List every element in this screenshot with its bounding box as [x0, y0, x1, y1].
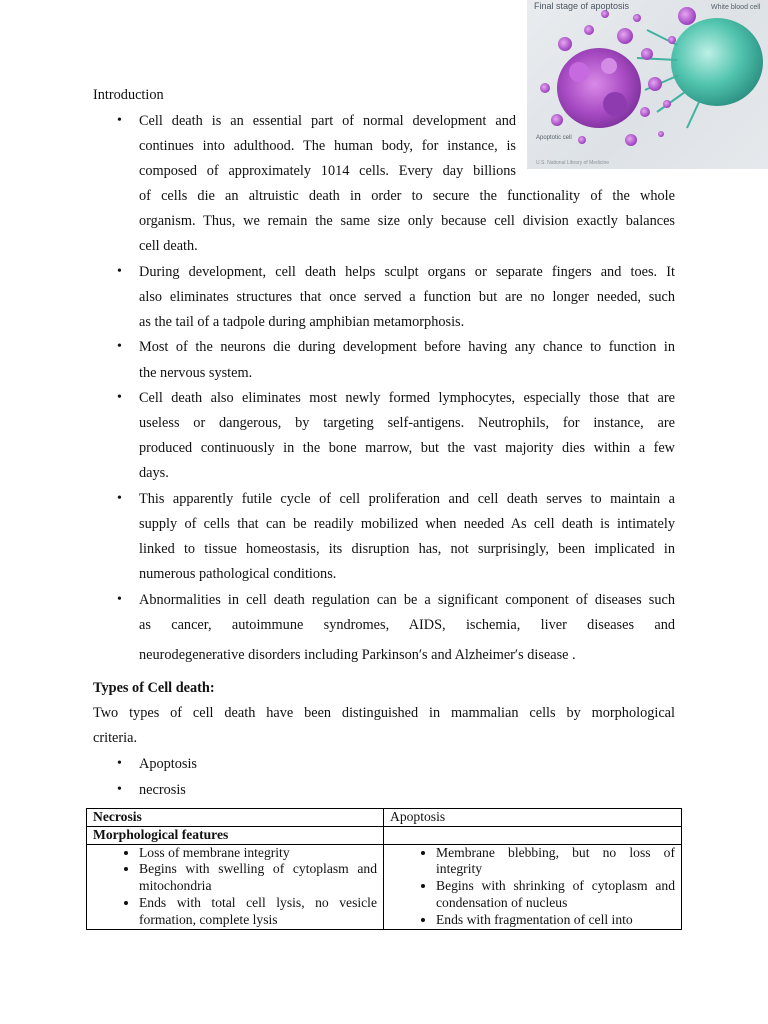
bullet-dot: •: [117, 390, 122, 405]
types-item-necrosis: necrosis: [139, 782, 186, 798]
figure-title: Final stage of apoptosis: [534, 1, 630, 11]
intro-bullet-line: numerous pathological conditions.: [139, 566, 337, 582]
apoptosis-feature: • Membrane blebbing, but no loss of integrity: [436, 845, 675, 879]
necrosis-feature: • Loss of membrane integrity: [139, 845, 377, 862]
apoptosis-illustration: [527, 0, 768, 169]
table-section-row: [87, 826, 682, 844]
necrosis-feature: • Ends with total cell lysis, no vesicle formation, complete lysis: [139, 895, 377, 929]
intro-bullet-line: Cell death also eliminates most newly formed lymphocytes, especially those that are: [139, 390, 675, 406]
apoptosis-feature: • Ends with fragmentation of cell into: [436, 912, 675, 929]
table-section-label: Morphological features: [87, 826, 384, 844]
intro-bullet-line: Abnormalities in cell death regulation can be a significant component of diseases such: [139, 592, 675, 608]
figure-apoptotic-label: Apoptotic cell: [536, 135, 572, 141]
table-header-necrosis: Necrosis: [87, 809, 384, 827]
apoptosis-figure: [527, 0, 768, 169]
intro-bullet-line: useless or dangerous, by targeting self-antigens. Neutrophils, for instance, are: [139, 415, 675, 431]
intro-bullet-line: During development, cell death helps sculpt organs or separate fingers and toes. It: [139, 264, 675, 280]
bullet-dot: •: [117, 491, 122, 506]
table-empty-cell: [384, 826, 682, 844]
bullet-dot: •: [117, 113, 122, 128]
intro-bullet-line: also eliminates structures that once served a function but are no longer needed, such: [139, 289, 675, 305]
intro-bullet-line: organism. Thus, we remain the same size only because cell division exactly balances: [139, 213, 675, 229]
types-intro-line: criteria.: [93, 730, 138, 746]
intro-bullet-line: produced continuously in the bone marrow, but the vast majority dies within a few: [139, 440, 675, 456]
table-header-row: [87, 809, 682, 827]
intro-bullet-line: This apparently futile cycle of cell proliferation and cell death serves to maintain a: [139, 491, 675, 507]
bullet-dot: •: [117, 339, 122, 354]
intro-bullet-line: continues into adulthood. The human body, for instance, is: [139, 138, 516, 154]
intro-bullet-line: days.: [139, 465, 169, 481]
figure-credit: U.S. National Library of Medicine: [536, 160, 610, 166]
apoptosis-feature: • Begins with shrinking of cytoplasm and condensation of nucleus: [436, 878, 675, 912]
necrosis-feature: • Begins with swelling of cytoplasm and mitochondria: [139, 861, 377, 895]
intro-bullet-line: Cell death is an essential part of normal development and: [139, 113, 516, 129]
types-heading: Types of Cell death:: [93, 680, 215, 696]
necrosis-features-cell: [87, 844, 384, 929]
bullet-dot: •: [117, 756, 122, 771]
bullet-dot: •: [117, 782, 122, 797]
intro-bullet-line: the nervous system.: [139, 365, 253, 381]
intro-bullet-line: neurodegenerative disorders including Parkinson′s and Alzheimer′s disease .: [139, 647, 576, 663]
types-item-apoptosis: Apoptosis: [139, 756, 197, 772]
intro-bullet-line: as cancer, autoimmune syndromes, AIDS, ischemia, liver diseases and: [139, 617, 675, 633]
intro-bullet-line: composed of approximately 1014 cells. Every day billions: [139, 163, 516, 179]
bullet-dot: •: [117, 264, 122, 279]
intro-bullet-line: of cells die an altruistic death in order to secure the functionality of the whole: [139, 188, 675, 204]
bullet-dot: •: [117, 592, 122, 607]
intro-bullet-line: linked to tissue homeostasis, its disruption has, not surprisingly, been implicated in: [139, 541, 675, 557]
types-intro-line: Two types of cell death have been distinguished in mammalian cells by morphological: [93, 705, 675, 721]
intro-bullet-line: Most of the neurons die during development before having any chance to function in: [139, 339, 675, 355]
intro-heading: Introduction: [93, 87, 164, 103]
necrosis-apoptosis-table: [86, 808, 682, 930]
intro-bullet-line: cell death.: [139, 238, 198, 254]
intro-bullet-line: supply of cells that can be readily mobilized when needed As cell death is intimately: [139, 516, 675, 532]
apoptosis-features-cell: [384, 844, 682, 929]
table-header-apoptosis: Apoptosis: [384, 809, 682, 827]
figure-wbc-label: White blood cell: [711, 4, 761, 11]
table-row: [87, 844, 682, 929]
intro-bullet-line: as the tail of a tadpole during amphibian metamorphosis.: [139, 314, 465, 330]
